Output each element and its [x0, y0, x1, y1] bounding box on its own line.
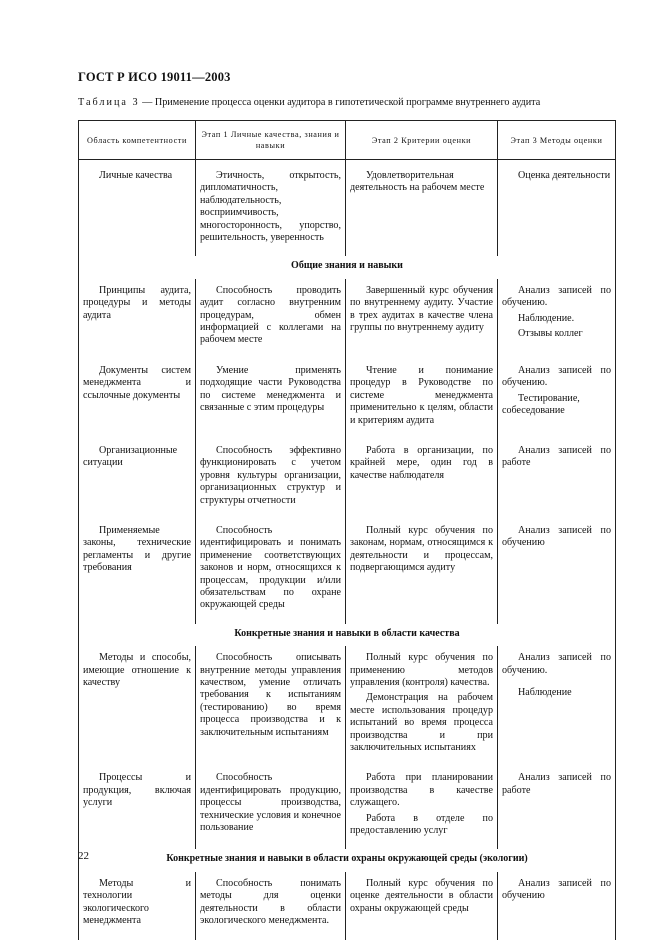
section-quality-heading: Конкретные знания и навыки в области качества	[79, 624, 616, 646]
cell-stage-2: Удовлетворительная деятельность на рабочем месте	[346, 160, 498, 257]
cell-area: Применяемые законы, технические регламенты и другие требования	[79, 519, 196, 624]
cell-stage-1: Умение применять подходящие части Руководства по системе менеджмента и связанные с этим процедуры	[196, 359, 346, 439]
page-number: 22	[78, 850, 89, 862]
cell-area: Организационные ситуации	[79, 439, 196, 519]
table-row	[79, 439, 616, 519]
cell-stage-2: Завершенный курс обучения по внутреннему аудиту. Участие в трех аудитах в качестве члена группы по внутреннему аудиту	[346, 279, 498, 359]
section-environment-heading: Конкретные знания и навыки в области охраны окружающей среды (экологии)	[79, 849, 616, 871]
cell-stage-2: Полный курс обучения по оценке деятельности в области охраны окружающей среды	[346, 872, 498, 940]
cell-stage-3: Анализ записей по обучению. Наблюдение	[498, 646, 616, 766]
header-stage-1: Этап 1 Личные качества, знания и навыки	[196, 121, 346, 160]
cell-area: Процессы и продукция, включая услуги	[79, 766, 196, 849]
section-general-heading: Общие знания и навыки	[79, 256, 616, 278]
table-header-row	[79, 121, 616, 160]
cell-stage-2: Полный курс обучения по применению методов управления (контроля) качества. Демонстрация на рабочем месте использования процедур испытаний во время процесса производства и при заключительных испытаниях	[346, 646, 498, 766]
cell-area: Методы и способы, имеющие отношение к качеству	[79, 646, 196, 766]
section-row	[79, 256, 616, 278]
table-row	[79, 646, 616, 766]
cell-stage-1: Способность описывать внутренние методы управления качеством, умение отличать требования к испытаниям (тестированию) во время процесса производства и к заключительным испытаниям	[196, 646, 346, 766]
section-row	[79, 624, 616, 646]
cell-stage-1: Этичность, открытость, дипломатичность, наблюдательность, восприимчивость, многосторонность, упорство, решительность, уверенность	[196, 160, 346, 257]
table-row	[79, 872, 616, 940]
cell-stage-3: Анализ записей по обучению. Наблюдение. Отзывы коллег	[498, 279, 616, 359]
cell-stage-3: Анализ записей по обучению	[498, 519, 616, 624]
table-caption-label: Таблица 3	[78, 97, 140, 108]
assessment-table	[78, 120, 616, 940]
cell-area: Методы и технологии экологического менеджмента	[79, 872, 196, 940]
section-row	[79, 849, 616, 871]
table-row	[79, 279, 616, 359]
cell-stage-1: Способность эффективно функционировать с учетом уровня культуры организации, организационных структур и структуры отчетности	[196, 439, 346, 519]
cell-area: Личные качества	[79, 160, 196, 257]
cell-stage-2: Чтение и понимание процедур в Руководстве по системе менеджмента применительно к целям, области и критериям аудита	[346, 359, 498, 439]
header-stage-3: Этап 3 Методы оценки	[498, 121, 616, 160]
cell-stage-3: Анализ записей по работе	[498, 766, 616, 849]
cell-stage-2: Работа в организации, по крайней мере, один год в качестве наблюдателя	[346, 439, 498, 519]
cell-stage-3: Анализ записей по обучению	[498, 872, 616, 940]
table-row	[79, 359, 616, 439]
table-caption-text: — Применение процесса оценки аудитора в гипотетической программе внутреннего аудита	[139, 97, 541, 108]
cell-stage-2: Полный курс обучения по законам, нормам, относящимся к деятельности и процессам, подвергающимся аудиту	[346, 519, 498, 624]
cell-stage-1: Способность понимать методы для оценки деятельности в области экологического менеджмента.	[196, 872, 346, 940]
cell-stage-1: Способность идентифицировать и понимать применение соответствующих законов и норм, относящихся к процессам, продукции и/или обязательствам по охране окружающей среды	[196, 519, 346, 624]
table-row	[79, 519, 616, 624]
cell-stage-3: Анализ записей по работе	[498, 439, 616, 519]
cell-stage-1: Способность идентифицировать продукцию, процессы производства, технические условия и конечное пользование	[196, 766, 346, 849]
cell-stage-1: Способность проводить аудит согласно внутренним процедурам, обмен информацией с коллегами на рабочем месте	[196, 279, 346, 359]
cell-stage-3: Оценка деятельности	[498, 160, 616, 257]
cell-area: Документы систем менеджмента и ссылочные документы	[79, 359, 196, 439]
cell-stage-2: Работа при планировании производства в качестве служащего. Работа в отделе по предоставлению услуг	[346, 766, 498, 849]
cell-area: Принципы аудита, процедуры и методы аудита	[79, 279, 196, 359]
header-competence-area: Область компетентности	[79, 121, 196, 160]
table-caption	[78, 97, 540, 108]
table-row	[79, 160, 616, 257]
document-title: ГОСТ Р ИСО 19011—2003	[78, 70, 231, 84]
cell-stage-3: Анализ записей по обучению. Тестирование, собеседование	[498, 359, 616, 439]
header-stage-2: Этап 2 Критерии оценки	[346, 121, 498, 160]
table-row	[79, 766, 616, 849]
